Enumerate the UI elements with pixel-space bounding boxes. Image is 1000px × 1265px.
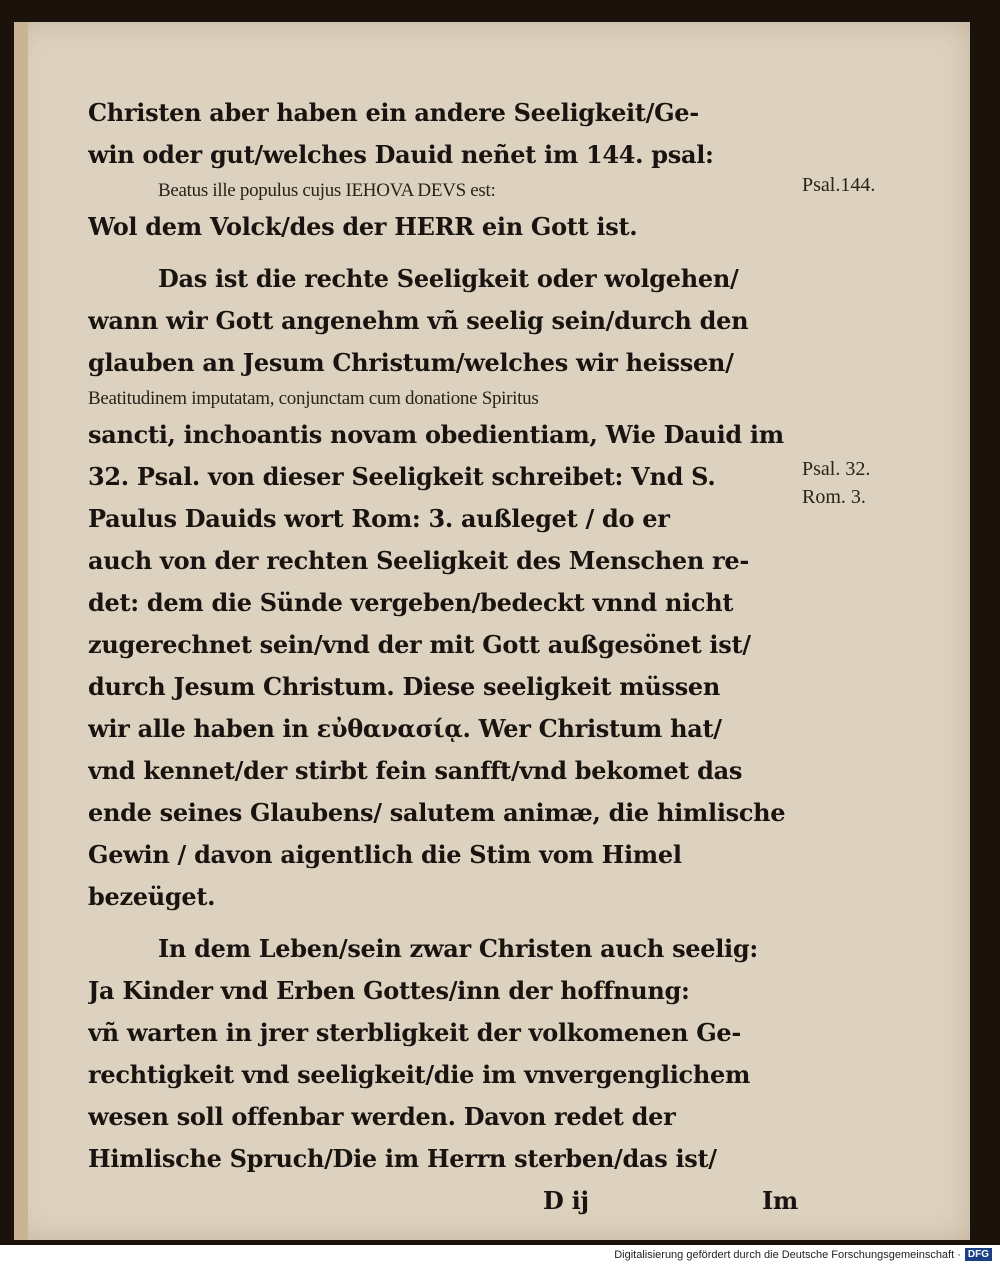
margin-note-psalm-144: Psal.144. [802, 174, 876, 196]
text-line: durch Jesum Christum. Diese seeligkeit müssen [88, 672, 721, 701]
text-line: Gewin / davon aigentlich die Stim vom Himel [88, 840, 682, 869]
text-line: bezeüget. [88, 882, 216, 911]
page-text [88, 92, 808, 1222]
paragraph-start-line: Das ist die rechte Seeligkeit oder wolgehen/ [158, 264, 739, 293]
signature-line [88, 1180, 808, 1222]
text-line: Himlische Spruch/Die im Herrn sterben/das ist/ [88, 1144, 717, 1173]
text-line: ende seines Glaubens/ salutem animæ, die himlische [88, 798, 786, 827]
latin-quote-line: Beatus ille populus cujus IEHOVA DEVS est: [158, 180, 496, 201]
catchword: Im [761, 1186, 798, 1215]
page-edge [14, 22, 28, 1240]
text-line: Paulus Dauids wort Rom: 3. außleget / do er [88, 504, 670, 533]
dfg-logo: DFG [965, 1248, 992, 1261]
text-line: zugerechnet sein/vnd der mit Gott außgesönet ist/ [88, 630, 751, 659]
text-line: sancti, inchoantis novam obedientiam, Wie Dauid im [88, 420, 784, 449]
text-line: wann wir Gott angenehm vñ seelig sein/durch den [88, 306, 749, 335]
text-line: wir alle haben in εὐθανασίᾳ. Wer Christum hat/ [88, 714, 722, 743]
text-line: vñ warten in jrer sterbligkeit der volkomenen Ge- [88, 1018, 742, 1047]
text-line: win oder gut/welches Dauid neñet im 144. psal: [88, 140, 714, 169]
signature-mark: D ij [543, 1186, 589, 1215]
book-page [14, 22, 970, 1240]
text-line: 32. Psal. von dieser Seeligkeit schreibet: Vnd S. [88, 462, 716, 491]
text-line: glauben an Jesum Christum/welches wir heissen/ [88, 348, 734, 377]
text-line: auch von der rechten Seeligkeit des Menschen re- [88, 546, 750, 575]
credit-text: Digitalisierung gefördert durch die Deutsche Forschungsgemeinschaft · [614, 1248, 961, 1261]
latin-line: Beatitudinem imputatam, conjunctam cum donatione Spiritus [88, 388, 539, 409]
text-line: Ja Kinder vnd Erben Gottes/inn der hoffnung: [88, 976, 690, 1005]
text-line: det: dem die Sünde vergeben/bedeckt vnnd nicht [88, 588, 734, 617]
margin-note-psalm-32: Psal. 32. [802, 458, 871, 480]
text-line: Christen aber haben ein andere Seeligkeit/Ge- [88, 98, 699, 127]
text-line: Wol dem Volck/des der HERR ein Gott ist. [88, 212, 638, 241]
text-line: rechtigkeit vnd seeligkeit/die im vnvergenglichem [88, 1060, 751, 1089]
text-line: wesen soll offenbar werden. Davon redet der [88, 1102, 676, 1131]
margin-note-romans-3: Rom. 3. [802, 486, 866, 508]
text-line: vnd kennet/der stirbt fein sanfft/vnd bekomet das [88, 756, 743, 785]
digitization-credit [614, 1248, 992, 1261]
paragraph-start-line: In dem Leben/sein zwar Christen auch seelig: [158, 934, 758, 963]
